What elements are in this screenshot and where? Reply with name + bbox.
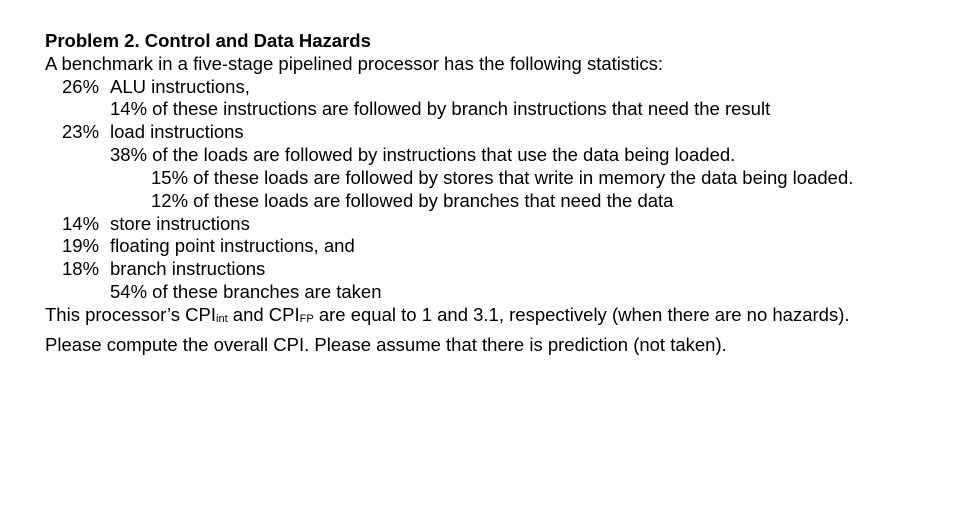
question-text: Please compute the overall CPI. Please assume that there is prediction (not taken). [45,334,727,355]
problem-title: Problem 2. Control and Data Hazards [45,30,371,51]
fp-percent: 19% [62,235,100,256]
branch-stat [62,258,265,280]
cpi-statement [45,304,850,329]
cpi-suffix: are equal to 1 and 3.1, respectively (when there are no hazards). [313,304,850,325]
cpi-fp-subscript: FP [299,313,314,325]
cpi-int-subscript: int [216,313,228,325]
load-sub-stat: 38% of the loads are followed by instructions that use the data being loaded. [110,144,736,165]
store-stat [62,213,250,235]
branch-sub-stat: 54% of these branches are taken [110,281,382,302]
store-percent: 14% [62,213,100,234]
load-sub-stat-branches: 12% of these loads are followed by branches that need the data [151,190,674,211]
cpi-prefix: This processor’s CPI [45,304,217,325]
alu-sub-stat: 14% of these instructions are followed by branch instructions that need the result [110,98,771,119]
intro-text: A benchmark in a five-stage pipelined processor has the following statistics: [45,53,664,74]
alu-stat [62,76,250,98]
branch-label: branch instructions [110,258,266,279]
cpi-mid: and CPI [227,304,300,325]
branch-percent: 18% [62,258,100,279]
fp-stat [62,235,355,257]
load-stat [62,121,244,143]
load-percent: 23% [62,121,100,142]
store-label: store instructions [110,213,250,234]
alu-percent: 26% [62,76,100,97]
load-label: load instructions [110,121,244,142]
alu-label: ALU instructions, [110,76,250,97]
load-sub-stat-stores: 15% of these loads are followed by stores that write in memory the data being loaded. [151,167,854,188]
fp-label: floating point instructions, and [110,235,355,256]
